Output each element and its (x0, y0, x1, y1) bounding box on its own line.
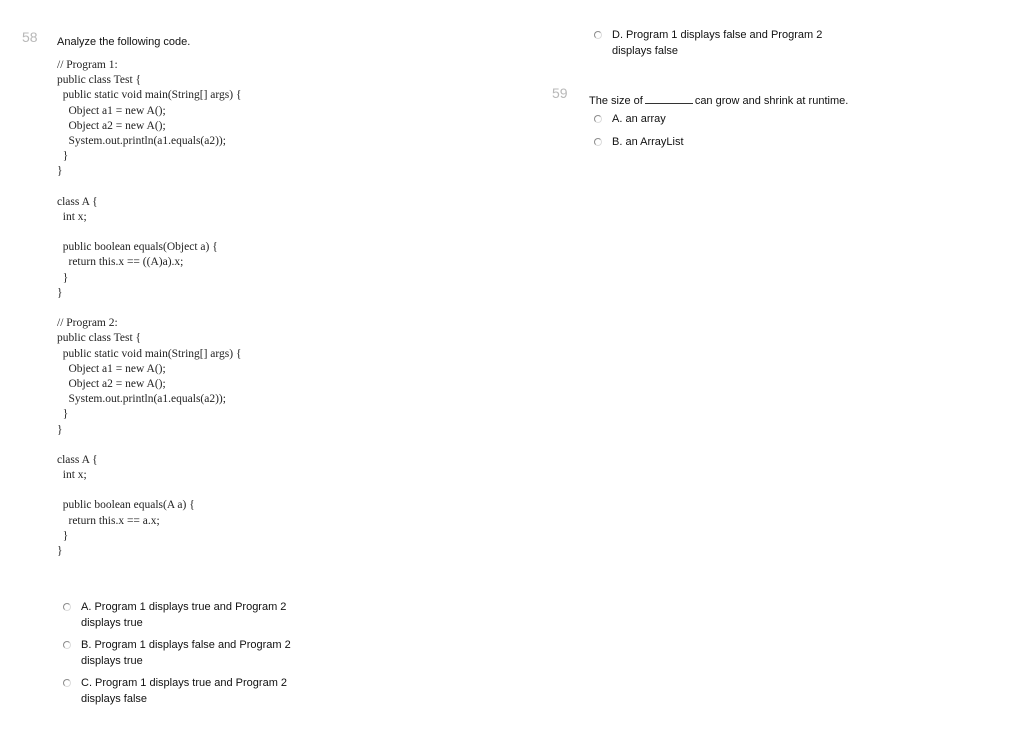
option-label-cont: displays false (81, 693, 148, 705)
code-line: } (57, 423, 63, 436)
code-line: } (57, 286, 63, 299)
code-line: // Program 1: (57, 59, 118, 71)
radio-button[interactable] (594, 115, 602, 123)
code-line: return this.x == a.x; (57, 514, 160, 527)
radio-button[interactable] (63, 641, 71, 649)
code-line (57, 483, 241, 498)
code-line: return this.x == ((A)a).x; (57, 256, 184, 269)
answer-option-c[interactable] (63, 675, 303, 707)
option-label: B. Program 1 displays false and Program 2 (81, 639, 291, 651)
code-line: System.out.println(a1.equals(a2)); (57, 134, 226, 147)
prompt-text-before: The size of (589, 95, 643, 107)
answer-options-continued (594, 27, 834, 59)
code-line: class A { (57, 453, 98, 466)
option-label-cont: displays false (612, 45, 679, 57)
radio-button[interactable] (594, 138, 602, 146)
code-line: public static void main(String[] args) { (57, 347, 242, 360)
answer-option-b[interactable] (594, 134, 834, 150)
code-line: Object a2 = new A(); (57, 377, 166, 390)
answer-option-a[interactable] (63, 599, 303, 631)
code-line: } (57, 408, 69, 421)
answer-options (63, 599, 303, 713)
code-line: } (57, 529, 69, 542)
code-line (57, 438, 241, 453)
code-line: class A { (57, 195, 98, 208)
prompt-text-after: can grow and shrink at runtime. (694, 95, 849, 107)
option-label: B. an ArrayList (612, 136, 684, 148)
answer-option-d[interactable] (594, 27, 834, 59)
blank-line (645, 94, 693, 104)
code-line: Object a1 = new A(); (57, 362, 166, 375)
code-line: } (57, 165, 63, 178)
code-line: } (57, 150, 69, 163)
answer-option-a[interactable] (594, 111, 834, 127)
code-line: Object a1 = new A(); (57, 104, 166, 117)
question-number: 58 (22, 29, 38, 45)
code-block (57, 58, 241, 559)
option-label-cont: displays true (81, 655, 143, 667)
code-line: public boolean equals(Object a) { (57, 241, 218, 254)
question-prompt: Analyze the following code. (57, 36, 191, 48)
code-line (57, 225, 241, 240)
code-line: Object a2 = new A(); (57, 119, 166, 132)
radio-button[interactable] (63, 603, 71, 611)
code-line (57, 301, 241, 316)
radio-button[interactable] (594, 31, 602, 39)
option-label: A. Program 1 displays true and Program 2 (81, 601, 287, 613)
code-line: public class Test { (57, 332, 142, 345)
radio-button[interactable] (63, 679, 71, 687)
code-line: // Program 2: (57, 317, 118, 330)
code-line: System.out.println(a1.equals(a2)); (57, 393, 226, 406)
option-label: C. Program 1 displays true and Program 2 (81, 677, 288, 689)
question-prompt (589, 94, 848, 107)
code-line: public static void main(String[] args) { (57, 89, 242, 102)
option-label-cont: displays true (81, 617, 143, 629)
option-label: A. an array (612, 113, 666, 125)
code-line: public class Test { (57, 74, 142, 87)
code-line: int x; (57, 210, 87, 223)
code-line: } (57, 545, 63, 557)
answer-options (594, 111, 834, 157)
code-line: int x; (57, 469, 87, 482)
answer-option-b[interactable] (63, 637, 303, 669)
code-line: } (57, 271, 69, 284)
code-line: public boolean equals(A a) { (57, 499, 195, 512)
option-label: D. Program 1 displays false and Program 2 (612, 29, 823, 41)
question-number: 59 (552, 85, 568, 101)
code-line (57, 180, 241, 195)
